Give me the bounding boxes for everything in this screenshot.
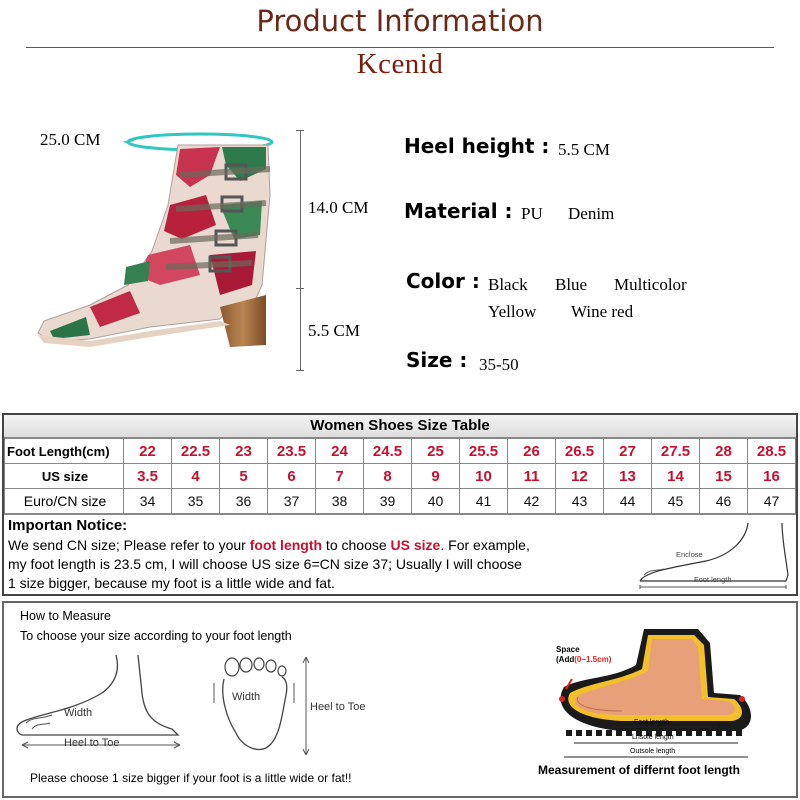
dimension-tick xyxy=(296,130,304,131)
table-cell: 28.5 xyxy=(748,439,796,464)
table-cell: 14 xyxy=(652,464,700,489)
table-cell: 26.5 xyxy=(556,439,604,464)
notice-highlight: US size xyxy=(390,537,441,553)
heel-height-heading: Heel height : xyxy=(404,134,550,158)
table-cell: 25.5 xyxy=(460,439,508,464)
table-cell: 40 xyxy=(412,489,460,514)
width-label: Width xyxy=(64,707,93,719)
page-title: Product Information xyxy=(256,4,544,38)
notice-title: Importan Notice: xyxy=(8,517,128,534)
enclose-label: Enclose xyxy=(676,550,703,559)
outsole-length-label: Outsole length xyxy=(630,748,676,755)
dimension-tick xyxy=(296,288,304,289)
shaft-height-label: 14.0 CM xyxy=(308,198,369,217)
color-option: Yellow xyxy=(488,302,537,321)
brand-name: Kcenid xyxy=(356,48,444,80)
table-cell: 42 xyxy=(508,489,556,514)
table-cell: 28 xyxy=(700,439,748,464)
row-label: Euro/CN size xyxy=(5,489,124,514)
material-heading: Material : xyxy=(404,199,513,223)
space-range-text: (0~1.5cm) xyxy=(574,655,612,664)
table-cell: 8 xyxy=(364,464,412,489)
foot-length-figure-label: Foot length xyxy=(694,575,732,584)
notice-fragment: We send CN size; Please refer to your xyxy=(8,537,250,553)
table-row xyxy=(5,439,796,464)
table-cell: 36 xyxy=(220,489,268,514)
notice-line xyxy=(8,536,632,555)
table-cell: 39 xyxy=(364,489,412,514)
material-value: PU xyxy=(521,204,543,223)
table-cell: 27.5 xyxy=(652,439,700,464)
size-heading: Size : xyxy=(406,348,468,372)
notice-fragment: to choose xyxy=(322,537,391,553)
table-cell: 35 xyxy=(172,489,220,514)
notice-line: 1 size bigger, because my foot is a little wide and fat. xyxy=(8,575,335,591)
table-cell: 37 xyxy=(268,489,316,514)
table-cell: 24.5 xyxy=(364,439,412,464)
measure-subtitle: To choose your size according to your foot length xyxy=(20,629,292,643)
table-cell: 45 xyxy=(652,489,700,514)
foot-length-label: Foot length xyxy=(634,719,670,726)
measure-panel xyxy=(2,601,798,798)
color-option: Wine red xyxy=(571,302,634,321)
color-option: Black xyxy=(488,275,528,294)
measure-footer-note: Please choose 1 size bigger if your foot is a little wide or fat!! xyxy=(30,771,352,785)
notice-fragment: . For example, xyxy=(440,537,530,553)
table-cell: 26 xyxy=(508,439,556,464)
circumference-label: 25.0 CM xyxy=(40,130,101,149)
size-table xyxy=(2,413,798,596)
heel-to-toe-label: Heel to Toe xyxy=(64,737,120,749)
table-cell: 25 xyxy=(412,439,460,464)
measurement-caption: Measurement of differnt foot length xyxy=(538,763,740,777)
notice-box xyxy=(4,514,796,594)
table-cell: 3.5 xyxy=(124,464,172,489)
color-option: Blue xyxy=(555,275,588,294)
table-row xyxy=(5,464,796,489)
table-cell: 5 xyxy=(220,464,268,489)
table-cell: 46 xyxy=(700,489,748,514)
table-row xyxy=(5,489,796,514)
notice-text xyxy=(8,536,632,593)
table-cell: 41 xyxy=(460,489,508,514)
notice-line: my foot length is 23.5 cm, I will choose US size 6=CN size 37; Usually I will choose xyxy=(8,556,522,572)
heel-height-label: 5.5 CM xyxy=(308,321,360,340)
heel-to-toe-label: Heel to Toe xyxy=(310,701,366,713)
dimension-line xyxy=(300,130,301,370)
table-cell: 11 xyxy=(508,464,556,489)
space-add-label xyxy=(556,655,611,664)
table-cell: 13 xyxy=(604,464,652,489)
heel-height-value: 5.5 CM xyxy=(558,140,610,159)
row-label: Foot Length(cm) xyxy=(5,439,124,464)
table-cell: 16 xyxy=(748,464,796,489)
table-cell: 34 xyxy=(124,489,172,514)
table-cell: 24 xyxy=(316,439,364,464)
width-label: Width xyxy=(232,691,261,703)
table-cell: 43 xyxy=(556,489,604,514)
table-cell: 44 xyxy=(604,489,652,514)
size-table-title: Women Shoes Size Table xyxy=(4,415,796,438)
table-cell: 38 xyxy=(316,489,364,514)
notice-highlight: foot length xyxy=(249,537,323,553)
ankle-boot-image xyxy=(30,135,300,355)
insole-length-label: Lnsole length xyxy=(632,734,674,741)
measure-title: How to Measure xyxy=(20,609,112,623)
space-label: Space xyxy=(556,645,580,654)
color-heading: Color : xyxy=(406,269,480,293)
table-cell: 6 xyxy=(268,464,316,489)
table-cell: 15 xyxy=(700,464,748,489)
space-add-text: (Add xyxy=(556,655,575,664)
color-option: Multicolor xyxy=(614,275,687,294)
table-cell: 27 xyxy=(604,439,652,464)
table-cell: 22.5 xyxy=(172,439,220,464)
table-cell: 47 xyxy=(748,489,796,514)
size-range-value: 35-50 xyxy=(479,355,519,374)
table-cell: 22 xyxy=(124,439,172,464)
table-cell: 4 xyxy=(172,464,220,489)
material-value: Denim xyxy=(568,204,615,223)
table-cell: 12 xyxy=(556,464,604,489)
row-label: US size xyxy=(5,464,124,489)
dimension-tick xyxy=(296,370,304,371)
table-cell: 23 xyxy=(220,439,268,464)
table-cell: 7 xyxy=(316,464,364,489)
table-cell: 23.5 xyxy=(268,439,316,464)
size-grid xyxy=(4,438,796,514)
table-cell: 9 xyxy=(412,464,460,489)
table-cell: 10 xyxy=(460,464,508,489)
